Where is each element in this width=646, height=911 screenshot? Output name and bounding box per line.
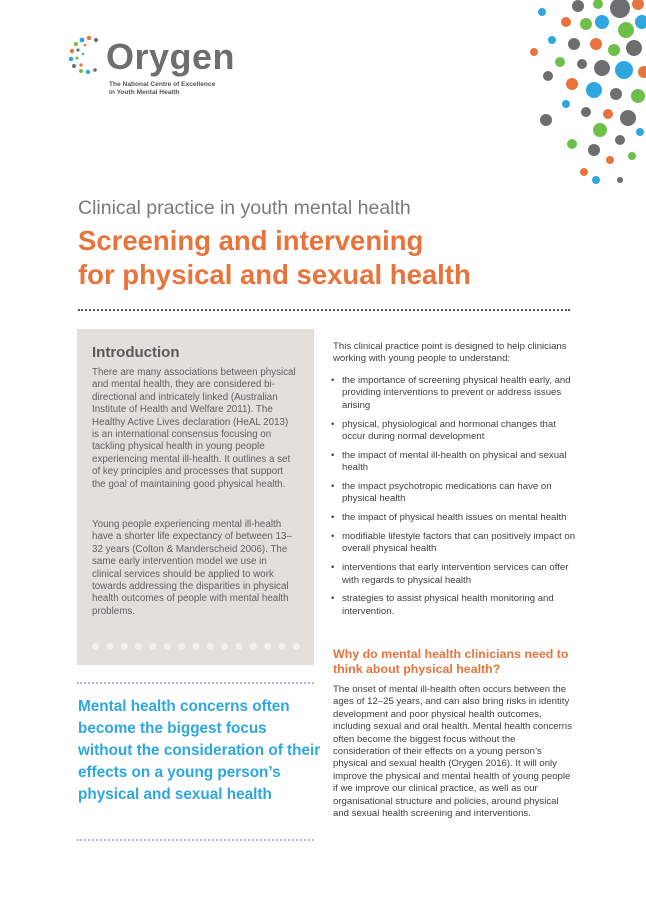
bullet-icon: • xyxy=(331,375,335,386)
introduction-box xyxy=(77,329,314,665)
logo-dots-icon xyxy=(68,34,110,74)
bullet-icon: • xyxy=(331,449,335,461)
page-title xyxy=(78,224,578,292)
list-item-text: the impact of physical health issues on mental health xyxy=(342,512,567,524)
quote-bottom-divider xyxy=(77,839,314,841)
logo-tagline-line1: The National Centre of Excellence xyxy=(109,81,216,88)
introduction-paragraph-2: Young people experiencing mental ill-health have a shorter life expectancy of between 13–32 years (Colton & Manderscheid 2006). The same early intervention model we use in clinical services should be applied to work towards addressing the disparities in physical health outcomes of people with mental health problems. xyxy=(92,519,292,617)
list-item-text: the impact psychotropic medications can have on physical health xyxy=(342,481,552,505)
series-subtitle: Clinical practice in youth mental health xyxy=(78,197,411,219)
learning-points-list xyxy=(331,375,576,625)
list-item-text: the importance of screening physical health early, and providing interventions to prevent or address issues arising xyxy=(342,375,571,411)
bullet-icon: • xyxy=(331,512,335,524)
list-item-text: the impact of mental ill-health on physical and sexual health xyxy=(342,449,567,474)
introduction-heading: Introduction xyxy=(92,344,180,361)
logo-tagline xyxy=(109,81,249,97)
page-title-line1: Screening and intervening xyxy=(78,225,424,256)
introduction-box-divider xyxy=(92,643,300,650)
list-item-text: physical, physiological and hormonal changes that occur during normal development xyxy=(342,418,556,443)
list-item-text: modifiable lifestyle factors that can positively impact on overall physical health xyxy=(342,531,576,555)
bullet-icon: • xyxy=(331,418,335,430)
logo-wordmark: Orygen xyxy=(106,36,236,77)
list-item xyxy=(331,593,576,618)
list-item-text: interventions that early intervention services can offer with regards to physical health xyxy=(342,562,569,586)
bullet-icon: • xyxy=(331,593,335,605)
list-item xyxy=(331,375,576,412)
list-item xyxy=(331,419,576,444)
quote-top-divider xyxy=(77,682,314,684)
list-item-text: strategies to assist physical health monitoring and intervention. xyxy=(342,593,554,617)
list-item xyxy=(331,512,576,524)
section-heading-why: Why do mental health clinicians need to think about physical health? xyxy=(333,647,569,676)
list-item xyxy=(331,481,576,506)
introduction-paragraph-1: There are many associations between physical and mental health, they are considered bi-directional and intricately linked (Australian Institute of Health and Welfare 2011). The Healthy Active Lives declaration (HeAL 2013) is an international consensus focusing on tackling physical health in young people experiencing mental ill-health. It outlines a set of key principles and processes that support the goal of maintaining good physical health. xyxy=(92,367,296,490)
list-item xyxy=(331,531,576,556)
pull-quote: Mental health concerns often become the biggest focus without the consideration of their effects on a young person’s physical and sexual health xyxy=(78,698,321,803)
bullet-icon: • xyxy=(331,531,335,543)
bullet-icon: • xyxy=(331,562,335,574)
header-divider xyxy=(78,309,570,311)
bullet-icon: • xyxy=(331,481,335,493)
decorative-dots-graphic xyxy=(520,0,646,190)
list-item xyxy=(331,562,576,587)
orygen-logo xyxy=(68,34,236,104)
logo-tagline-line2: in Youth Mental Health xyxy=(109,89,180,96)
practice-point-intro: This clinical practice point is designed to help clinicians working with young people to understand: xyxy=(333,341,567,365)
page-title-line2: for physical and sexual health xyxy=(78,259,471,290)
list-item xyxy=(331,450,576,475)
section-paragraph-why: The onset of mental ill-health often occurs between the ages of 12–25 years, and can also bring risks in identity development and poor physical health outcomes, including sexual and oral health. Mental health concerns often become the biggest focus without the consideration of their effects on a young person’s physical and sexual health (Orygen 2016). It will only improve the physical and mental health of young people if we improve our clinical practice, as well as our organisational structure and policies, around physical and sexual health screening and interventions. xyxy=(333,684,572,820)
